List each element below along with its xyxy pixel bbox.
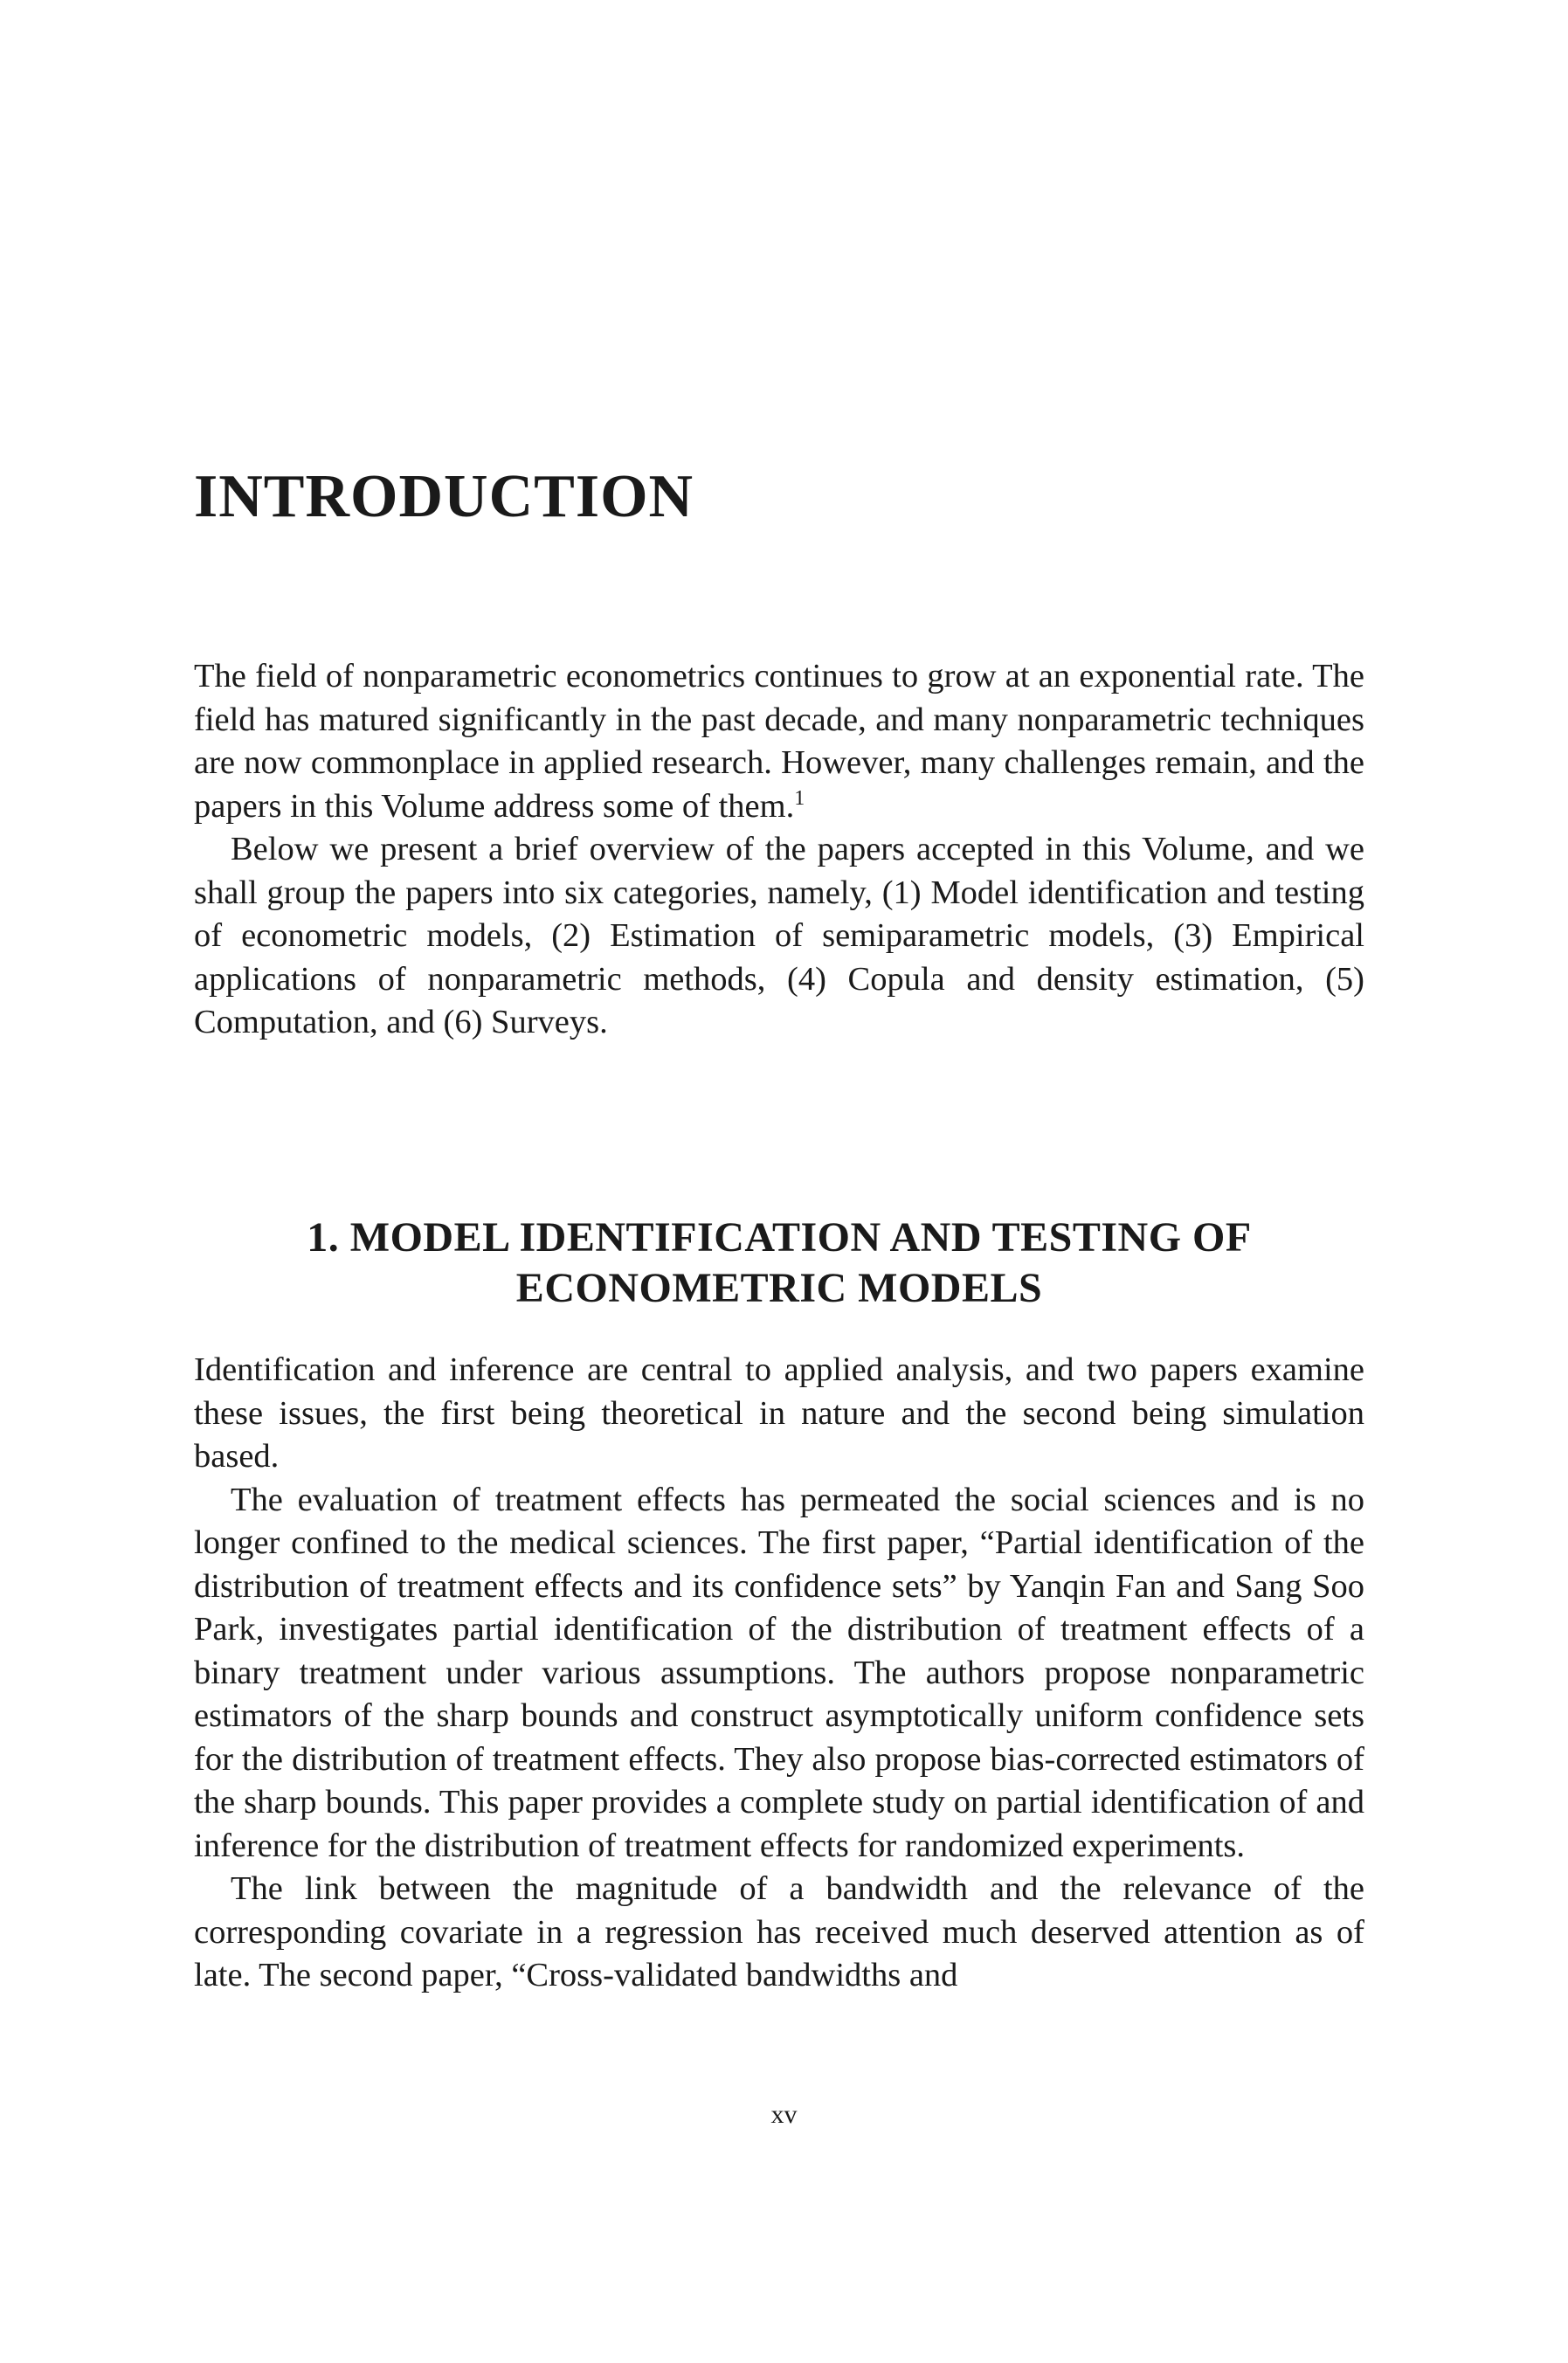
intro-text bbox=[194, 655, 1364, 1045]
section-1-paragraph-3: The link between the magnitude of a bandwidth and the relevance of the corresponding covariate in a regression has received much deserved attention as of late. The second paper, “Cross-validated bandwidths and bbox=[194, 1870, 1364, 1993]
section-heading bbox=[194, 1213, 1364, 1314]
section-heading-line-1: 1. MODEL IDENTIFICATION AND TESTING OF bbox=[307, 1214, 1252, 1261]
intro-paragraph-2: Below we present a brief overview of the papers accepted in this Volume, and we shall group the papers into six categories, namely, (1) Model identification and testing of econometric models, (2) Estimation of semiparametric models, (3) Empirical applications of nonparametric methods, (4) Copula and density estimation, (5) Computation, and (6) Surveys. bbox=[194, 831, 1364, 1040]
section-1-text bbox=[194, 1349, 1364, 1998]
page-title: INTRODUCTION bbox=[194, 463, 694, 530]
footnote-marker: 1 bbox=[794, 786, 805, 810]
intro-paragraph-1-text: The field of nonparametric econometrics continues to grow at an exponential rate. The field has matured significantly in the past decade, and many nonparametric techniques are now commonplace in applied research. However, many challenges remain, and the papers in this Volume address some of them. bbox=[194, 658, 1364, 825]
page-number: xv bbox=[770, 2100, 798, 2129]
intro-paragraph-1 bbox=[194, 655, 1364, 828]
section-1-paragraph-2: The evaluation of treatment effects has permeated the social sciences and is no longer confined to the medical sciences. The first paper, “Partial identification of the distribution of treatment effects and its confidence sets” by Yanqin Fan and Sang Soo Park, investigates partial identification of the distribution of treatment effects of a binary treatment under various assumptions. The authors propose nonparametric estimators of the sharp bounds and construct asymptotically uniform confidence sets for the distribution of treatment effects. They also propose bias-corrected estimators of the sharp bounds. This paper provides a complete study on partial identification of and inference for the distribution of treatment effects for randomized experiments. bbox=[194, 1481, 1364, 1864]
section-1-paragraph-1: Identification and inference are central to applied analysis, and two papers examine these issues, the first being theoretical in nature and the second being simulation based. bbox=[194, 1351, 1364, 1475]
section-heading-line-2: ECONOMETRIC MODELS bbox=[515, 1265, 1043, 1311]
